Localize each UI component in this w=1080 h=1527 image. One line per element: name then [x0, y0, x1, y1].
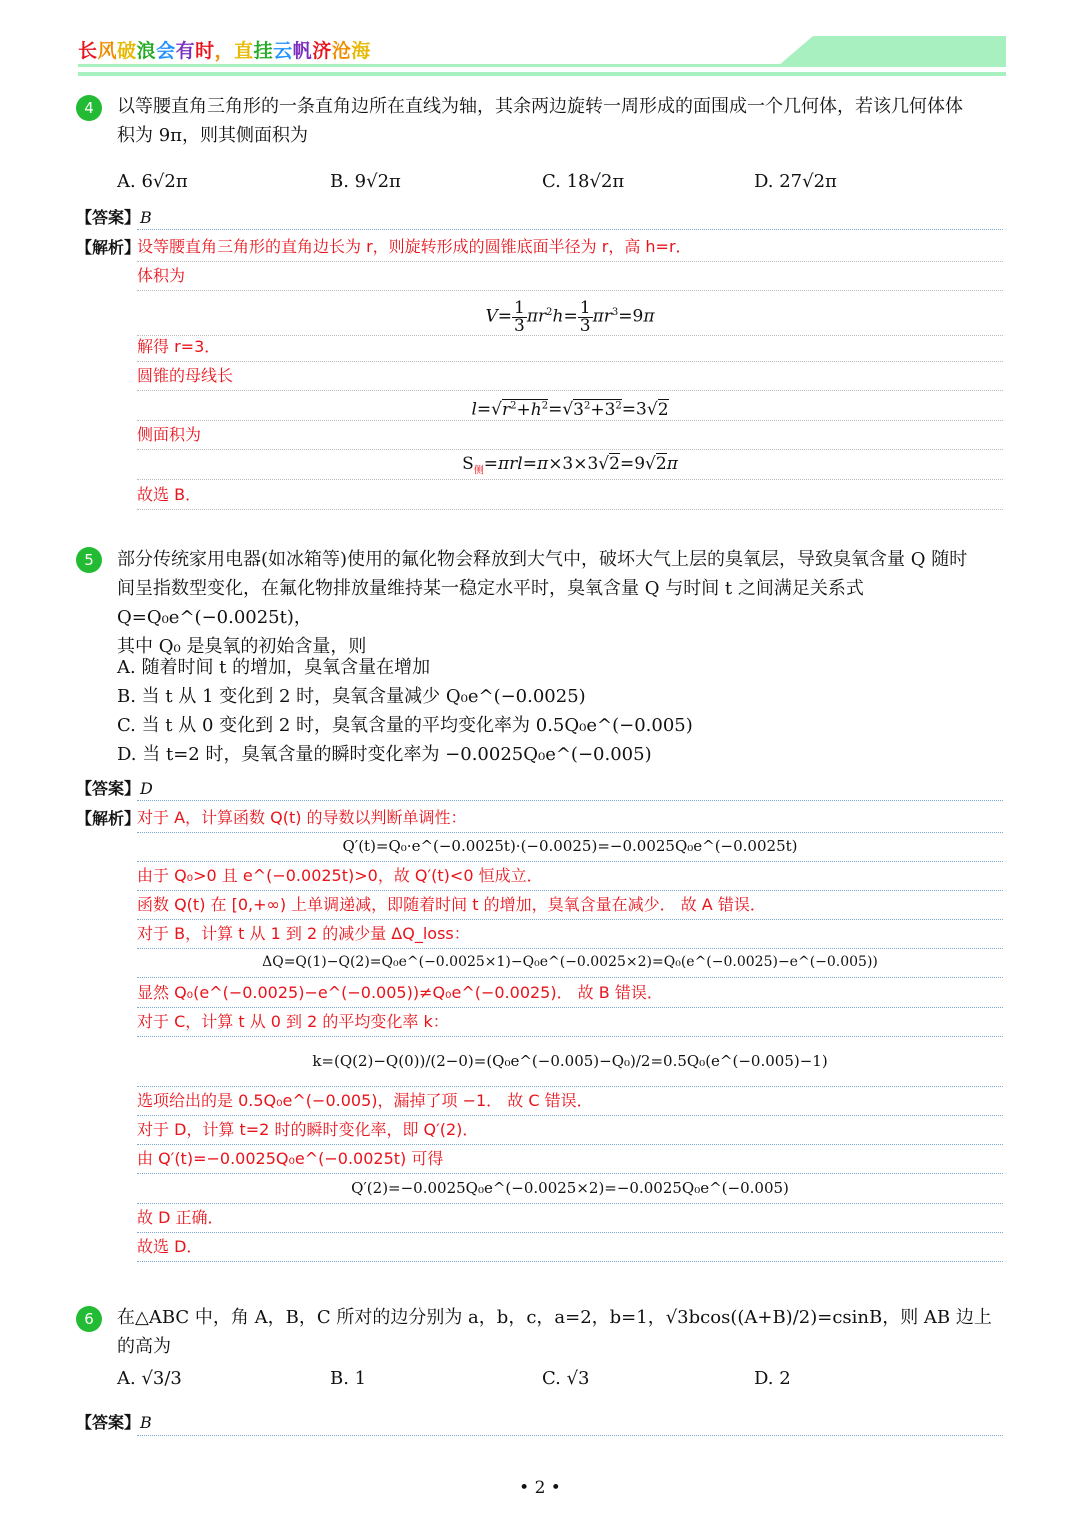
answer-row — [76, 1410, 152, 1433]
formula-derivative: Q′(t)=Q₀·e^(−0.0025t)·(−0.0025)=−0.0025Q₀e^(−0.0025t) — [137, 832, 1003, 862]
option-d: D. 2 — [754, 1368, 791, 1389]
solution-line: 设等腰直角三角形的直角边长为 r，则旋转形成的圆锥底面半径为 r，高 h=r． — [137, 232, 1003, 262]
answer-value: B — [140, 1413, 152, 1432]
solution-line: 对于 B，计算 t 从 1 到 2 的减少量 ΔQ_loss： — [137, 919, 1003, 949]
header-char: 浪 — [136, 40, 157, 62]
answer-value: B — [140, 208, 152, 227]
option-b: B. 1 — [330, 1368, 367, 1389]
solution-line: 对于 D，计算 t=2 时的瞬时变化率，即 Q′(2)． — [137, 1115, 1003, 1145]
option-c: C. 18√2π — [542, 171, 625, 192]
option-b: B. 9√2π — [330, 171, 401, 192]
header-char: 挂 — [253, 40, 274, 62]
solution-line: 圆锥的母线长 — [137, 361, 1003, 391]
header-char: 济 — [312, 40, 332, 62]
question-4-text — [117, 92, 1002, 150]
formula-delta-q: ΔQ=Q(1)−Q(2)=Q₀e^(−0.0025×1)−Q₀e^(−0.0025×2)=Q₀(e^(−0.0025)−e^(−0.005)) — [137, 948, 1003, 978]
solution-line: 故选 B． — [137, 480, 1003, 510]
option-d: D. 当 t=2 时，臭氧含量的瞬时变化率为 −0.0025Q₀e^(−0.005) — [117, 744, 652, 765]
question-number-badge: 6 — [76, 1306, 102, 1332]
question-number-badge: 4 — [76, 95, 102, 121]
question-5-line2: 间呈指数型变化，在氟化物排放量维持某一稳定水平时，臭氧含量 Q 与时间 t 之间满足关系式 Q=Q₀e^(−0.0025t)， — [117, 578, 864, 628]
solution-line: 选项给出的是 0.5Q₀e^(−0.005)，漏掉了项 −1． 故 C 错误． — [137, 1086, 1003, 1116]
solution-line: 侧面积为 — [137, 420, 1003, 450]
solution-line: 由于 Q₀>0 且 e^(−0.0025t)>0，故 Q′(t)<0 恒成立． — [137, 861, 1003, 891]
solution-line: 由 Q′(t)=−0.0025Q₀e^(−0.0025t) 可得 — [137, 1144, 1003, 1174]
header-char: 时 — [195, 40, 215, 62]
option-b: B. 当 t 从 1 变化到 2 时，臭氧含量减少 Q₀e^(−0.0025) — [117, 686, 586, 707]
question-5-line1: 部分传统家用电器(如冰箱等)使用的氟化物会释放到大气中，破坏大气上层的臭氧层，导致臭氧含量 Q 随时 — [117, 549, 968, 570]
solution-line: 故 D 正确． — [137, 1203, 1003, 1233]
divider — [137, 1435, 1003, 1436]
header-char: 有 — [175, 40, 196, 62]
header-char: 风 — [97, 40, 118, 62]
solution-line: 函数 Q(t) 在 [0,+∞) 上单调递减，即随着时间 t 的增加，臭氧含量在减少． 故 A 错误． — [137, 890, 1003, 920]
answer-row — [76, 205, 152, 228]
header-char: 破 — [117, 40, 137, 62]
header-char: 云 — [273, 40, 293, 62]
option-a: A. 随着时间 t 的增加，臭氧含量在增加 — [117, 657, 431, 678]
option-c: C. 当 t 从 0 变化到 2 时，臭氧含量的平均变化率为 0.5Q₀e^(−0.005) — [117, 715, 693, 736]
solution-line: 故选 D． — [137, 1232, 1003, 1262]
answer-row — [76, 776, 153, 799]
header-char: ， — [214, 40, 235, 62]
formula-slant: $l=√r^2+h^2=√3^2+3^2=3√2$ — [137, 391, 1003, 421]
question-number-badge: 5 — [76, 547, 102, 573]
divider — [137, 229, 1003, 230]
analysis-label: 【解析】 — [76, 238, 141, 257]
question-4-line2: 积为 9π，则其侧面积为 — [117, 125, 309, 146]
answer-label: 【答案】 — [76, 208, 141, 227]
formula-instant-rate: Q′(2)=−0.0025Q₀e^(−0.0025×2)=−0.0025Q₀e^(−0.005) — [137, 1174, 1003, 1204]
question-6-text: 在△ABC 中，角 A，B，C 所对的边分别为 a，b，c，a=2，b=1，√3bcos((A+B)/2)=csinB，则 AB 边上的高为 — [117, 1307, 992, 1357]
answer-label: 【答案】 — [76, 1413, 141, 1432]
header-char: 沧 — [331, 40, 352, 62]
page-number: • 2 • — [519, 1478, 561, 1498]
question-5-line3: 其中 Q₀ 是臭氧的初始含量，则 — [117, 636, 367, 657]
answer-label: 【答案】 — [76, 779, 141, 798]
solution-line: 对于 A，计算函数 Q(t) 的导数以判断单调性： — [137, 803, 1003, 833]
header-char: 帆 — [292, 40, 313, 62]
option-a: A. 6√2π — [117, 171, 188, 192]
header-char: 长 — [78, 40, 98, 62]
analysis-label: 【解析】 — [76, 809, 141, 828]
solution-line: 显然 Q₀(e^(−0.0025)−e^(−0.005))≠Q₀e^(−0.0025)． 故 B 错误． — [137, 978, 1003, 1008]
option-d: D. 27√2π — [754, 171, 837, 192]
answer-value: D — [140, 779, 153, 798]
header-title — [78, 36, 371, 63]
solution-line: 体积为 — [137, 261, 1003, 291]
question-4-line1: 以等腰直角三角形的一条直角边所在直线为轴，其余两边旋转一周形成的面围成一个几何体，若该几何体体 — [117, 96, 963, 117]
header-char: 海 — [351, 40, 371, 62]
formula-average-rate: k=(Q(2)−Q(0))/(2−0)=(Q₀e^(−0.005)−Q₀)/2=0.5Q₀(e^(−0.005)−1) — [137, 1036, 1003, 1087]
header-char: 直 — [234, 40, 254, 62]
formula-volume: V= $\frac{1}{3}$ $\pi r^2h=$ $\frac{1}{3}$ $\pi r^3=9\pi$ — [137, 290, 1003, 336]
question-5-text — [117, 545, 1002, 661]
solution-line: 对于 C，计算 t 从 0 到 2 的平均变化率 k： — [137, 1007, 1003, 1037]
solution-line: 解得 r=3． — [137, 332, 1003, 362]
option-a: A. √3/3 — [117, 1368, 182, 1389]
divider — [137, 800, 1003, 801]
header-char: 会 — [156, 40, 176, 62]
formula-lateral-area: $S_侧=\pi rl=\pi\times 3\times 3√2=9√2\pi$ — [137, 450, 1003, 480]
option-c: C. √3 — [542, 1368, 590, 1389]
